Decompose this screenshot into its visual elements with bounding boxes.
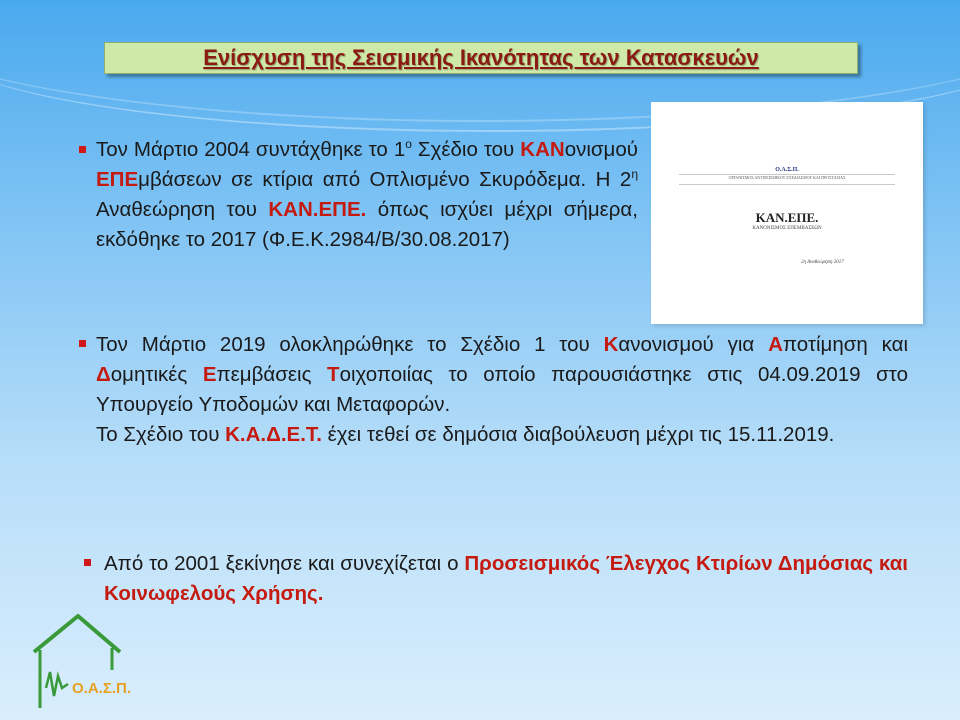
- highlight-text: ΕΠΕ: [96, 168, 139, 191]
- text-run: Το Σχέδιο του: [96, 423, 226, 446]
- text-run: Από το 2001 ξεκίνησε και συνεχίζεται ο: [104, 552, 465, 575]
- text-run: έχει τεθεί σε δημόσια διαβούλευση μέχρι τις 15.11.2019.: [321, 423, 835, 446]
- slide-title: Ενίσχυση της Σεισμικής Ικανότητας των Κατασκευών: [203, 45, 759, 70]
- bullet-1-text: [96, 135, 638, 255]
- cover-subheading: ΟΡΓΑΝΙΣΜΟΣ ΑΝΤΙΣΕΙΣΜΙΚΟΥ ΣΧΕΔΙΑΣΜΟΥ ΚΑΙ ΠΡΟΣΤΑΣΙΑΣ: [728, 175, 846, 180]
- bullet-marker: [79, 340, 86, 347]
- cover-title: ΚΑΝ.ΕΠΕ.: [755, 210, 819, 225]
- bullet-marker: [84, 559, 91, 566]
- regulation-cover-image: [651, 102, 923, 324]
- slide-title-box: [104, 42, 858, 74]
- bullet-2-text: [96, 330, 908, 450]
- text-run: Σχέδιο του: [411, 138, 521, 161]
- superscript: η: [631, 167, 638, 182]
- text-run: μβάσεων σε κτίρια από Οπλισμένο Σκυρόδεμα. Η 2: [138, 168, 632, 191]
- cover-revision: 2η Αναθεώρηση 2017: [801, 260, 844, 265]
- cover-subtitle: ΚΑΝΟΝΙΣΜΟΣ ΕΠΕΜΒΑΣΕΩΝ: [752, 226, 822, 231]
- text-run: οιχοποιίας το οποίο παρουσιάστηκε στις 04.09.2019 στο Υπουργείο Υποδομών και Μεταφορών.: [96, 363, 908, 416]
- text-run: ονισμού: [564, 138, 638, 161]
- text-run: πεμβάσεις: [216, 363, 328, 386]
- highlight-text: Προσεισμικός Έλεγχος Κτιρίων Δημόσιας και Κοινωφελούς Χρήσης.: [104, 552, 908, 605]
- cover-org: Ο.Α.Σ.Π.: [775, 167, 799, 173]
- highlight-text: ΚΑΝ.ΕΠΕ.: [268, 198, 367, 221]
- superscript: ο: [405, 137, 412, 152]
- bullet-3-text: [104, 549, 908, 609]
- highlight-text: Τ: [327, 363, 340, 386]
- highlight-text: Ε: [202, 363, 217, 386]
- text-run: όπως ισχύει μέχρι σήμερα, εκδόθηκε το 2017 (Φ.Ε.Κ.2984/Β/30.08.2017): [96, 198, 638, 251]
- seismic-wave-icon: [46, 672, 68, 696]
- house-roof: [34, 616, 120, 652]
- text-run: ποτίμηση και: [782, 333, 909, 356]
- bullet-2-paragraph: [96, 420, 908, 450]
- bullet-2-paragraph: [96, 330, 908, 420]
- highlight-text: ΚΑΝ: [520, 138, 565, 161]
- highlight-text: Δ: [96, 363, 111, 386]
- highlight-text: Κ.Α.Δ.Ε.Τ.: [225, 423, 322, 446]
- text-run: Τον Μάρτιο 2004 συντάχθηκε το 1: [96, 138, 406, 161]
- logo-text: Ο.Α.Σ.Π.: [72, 680, 132, 697]
- text-run: ομητικές: [110, 363, 203, 386]
- highlight-text: Α: [768, 333, 783, 356]
- bullet-marker: [79, 146, 86, 153]
- highlight-text: Κ: [603, 333, 619, 356]
- text-run: Αναθεώρηση του: [96, 198, 269, 221]
- text-run: ανονισμού για: [618, 333, 769, 356]
- text-run: Τον Μάρτιο 2019 ολοκληρώθηκε το Σχέδιο 1 του: [96, 333, 604, 356]
- cover-rule: [679, 184, 895, 185]
